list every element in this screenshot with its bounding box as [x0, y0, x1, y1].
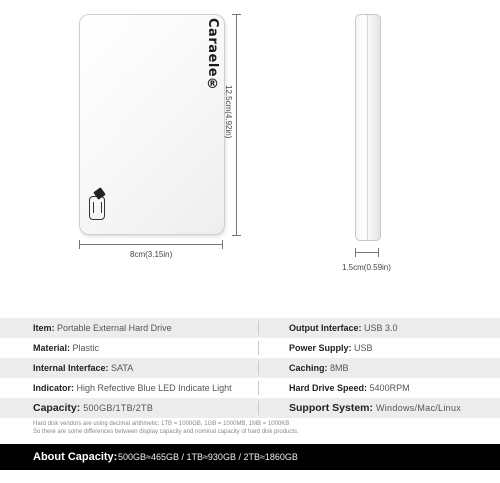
brand-trademark: ®: [205, 77, 220, 93]
spec-label: Hard Drive Speed:: [289, 383, 368, 393]
spec-label: Caching:: [289, 363, 328, 373]
spec-table: [0, 318, 500, 418]
width-dimension-line: [79, 244, 223, 245]
column-divider: [258, 381, 259, 395]
width-dimension-label: 8cm(3.15in): [130, 250, 173, 259]
spec-cell-left: [33, 358, 133, 378]
spec-label: Item:: [33, 323, 55, 333]
height-dimension-line: [236, 14, 237, 236]
spec-label: Power Supply:: [289, 343, 352, 353]
spec-value: High Refective Blue LED Indicate Light: [76, 383, 232, 393]
spec-value: USB 3.0: [364, 323, 398, 333]
depth-dimension-label: 1.5cm(0.59in): [342, 263, 391, 272]
spec-label: Indicator:: [33, 383, 75, 393]
about-capacity-bar: [0, 444, 500, 470]
spec-value: Plastic: [72, 343, 100, 353]
spec-value: 8MB: [330, 363, 349, 373]
spec-cell-right: [289, 358, 349, 378]
spec-cell-right: [289, 398, 461, 418]
spec-label: Internal Interface:: [33, 363, 109, 373]
note-line: So there are some differences between display capacity and nominal capacity of hard disk products.: [33, 429, 299, 435]
depth-dimension-line: [355, 252, 379, 253]
hard-drive-side-view: [355, 14, 381, 241]
spec-cell-right: [289, 378, 410, 398]
spec-value: SATA: [111, 363, 134, 373]
spec-value: Portable External Hard Drive: [57, 323, 172, 333]
spec-row: [0, 338, 500, 358]
spec-cell-right: [289, 338, 373, 358]
note-line: Hard disk vendors are using decimal arithmetic: 1TB = 1000GB, 1GB = 1000MB, 1MB = 1000KB: [33, 421, 290, 427]
spec-cell-right: [289, 318, 398, 338]
spec-value: Windows/Mac/Linux: [375, 403, 462, 413]
brand-name: Caraele: [205, 18, 220, 78]
column-divider: [258, 321, 259, 335]
spec-label: Capacity:: [33, 402, 81, 414]
spec-row: [0, 398, 500, 418]
about-capacity-label: About Capacity:: [33, 451, 118, 463]
height-dimension-label: 12.5cm(4.92in): [224, 85, 233, 139]
spec-cell-left: [33, 378, 232, 398]
spec-label: Output Interface:: [289, 323, 362, 333]
spec-cell-left: [33, 338, 99, 358]
spec-value: 5400RPM: [369, 383, 410, 393]
brand-logo: [205, 18, 220, 93]
spec-row: [0, 358, 500, 378]
capacity-note: [33, 420, 473, 436]
about-capacity-value: 500GB≈465GB / 1TB≈930GB / 2TB≈1860GB: [118, 452, 298, 462]
spec-value: 500GB/1TB/2TB: [83, 403, 154, 413]
spec-value: USB: [354, 343, 373, 353]
spec-row: [0, 318, 500, 338]
spec-row: [0, 378, 500, 398]
column-divider: [258, 361, 259, 375]
usb-icon: [89, 196, 105, 220]
column-divider: [258, 341, 259, 355]
spec-cell-left: [33, 398, 153, 418]
spec-cell-left: [33, 318, 172, 338]
spec-label: Material:: [33, 343, 71, 353]
spec-label: Support System:: [289, 402, 374, 414]
column-divider: [258, 401, 259, 415]
